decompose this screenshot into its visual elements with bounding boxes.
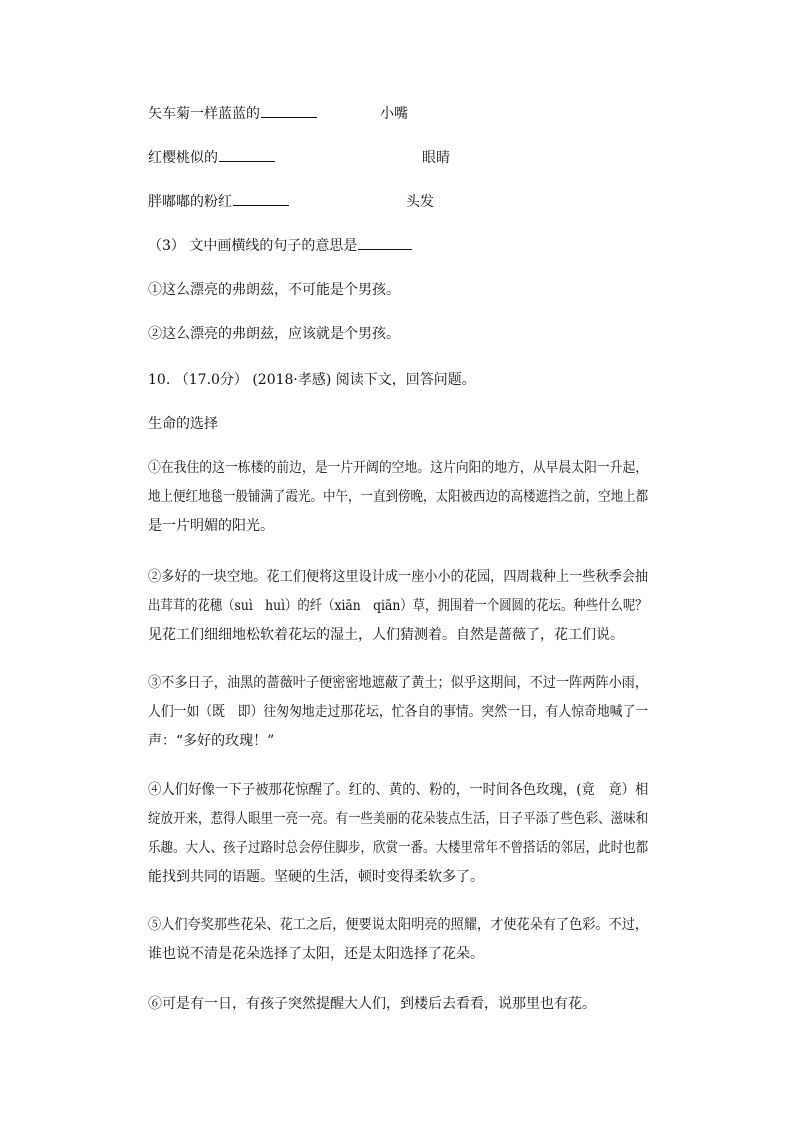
match-row-2-left <box>148 149 275 167</box>
answer-blank <box>233 204 289 206</box>
answer-blank <box>358 248 412 250</box>
q10-header: 10. （17.0分） (2018·孝感) 阅读下文，回答问题。 <box>148 372 476 388</box>
paragraph-line: 谁也说不清是花朵选择了太阳，还是太阳选择了花朵。 <box>148 946 484 962</box>
q3-option-1: ①这么漂亮的弗朗兹，不可能是个男孩。 <box>148 282 400 298</box>
paragraph-line: ④人们好像一下子被那花惊醒了。红的、黄的、粉的，一时间各色玫瑰，(竟 竟）相 <box>148 782 649 798</box>
q3-stem <box>148 237 412 255</box>
paragraph-line: ⑥可是有一日，有孩子突然提醒大人们，到楼后去看看，说那里也有花。 <box>148 996 596 1012</box>
answer-blank <box>219 160 275 162</box>
passage-paragraph-4 <box>148 776 648 892</box>
q3-stem-text: （3） 文中画横线的句子的意思是 <box>148 238 358 254</box>
paragraph-line: 是一片明媚的阳光。 <box>148 518 274 534</box>
passage-paragraph-3 <box>148 669 648 756</box>
paragraph-line: 人们一如（既 即）往匆匆地走过那花坛，忙各自的事情。突然一日，有人惊奇地喊了一 <box>148 704 649 720</box>
passage-paragraph-5 <box>148 911 648 969</box>
paragraph-line: ⑤人们夸奖那些花朵、花工之后，便要说太阳明亮的照耀，才使花朵有了色彩。不过， <box>148 917 649 933</box>
passage-paragraph-1 <box>148 454 648 541</box>
match-row-2-left-text: 红樱桃似的 <box>148 150 218 166</box>
match-row-1-right: 小嘴 <box>380 106 408 122</box>
match-row-1-left-text: 矢车菊一样蓝蓝的 <box>148 106 260 122</box>
passage-paragraph-2 <box>148 563 648 650</box>
paragraph-line: 地上便红地毯一般铺满了霞光。中午，一直到傍晚，太阳被西边的高楼遮挡之前，空地上都 <box>148 489 649 505</box>
paragraph-line: 出茸茸的花穗（suì huì）的纤（xiān qiān）草，拥围着一个圆圆的花坛。种些什么呢？ <box>148 598 648 614</box>
match-row-3-right: 头发 <box>406 194 434 210</box>
match-row-1-left <box>148 105 317 123</box>
passage-paragraph-6 <box>148 990 648 1019</box>
paragraph-line: 能找到共同的语题。坚硬的生活，顿时变得柔软多了。 <box>148 869 484 885</box>
paragraph-line: 乐趣。大人、孩子过路时总会停住脚步，欣赏一番。大楼里常年不曾搭话的邻居，此时也都 <box>148 840 649 856</box>
q3-option-2: ②这么漂亮的弗朗兹，应该就是个男孩。 <box>148 326 400 342</box>
paragraph-line: 声：“多好的玫瑰！” <box>148 733 275 749</box>
match-row-3-left-text: 胖嘟嘟的粉红 <box>148 194 232 210</box>
passage-title: 生命的选择 <box>148 416 218 432</box>
match-row-3-left <box>148 193 289 211</box>
paragraph-line: 见花工们细细地松软着花坛的湿土，人们猜测着。自然是蔷薇了，花工们说。 <box>148 627 624 643</box>
paragraph-line: ②多好的一块空地。花工们便将这里设计成一座小小的花园，四周栽种上一些秋季会抽 <box>148 569 649 585</box>
answer-blank <box>261 116 317 118</box>
paragraph-line: ③不多日子，油黑的蔷薇叶子便密密地遮蔽了黄土；似乎这期间，不过一阵两阵小雨， <box>148 675 649 691</box>
paragraph-line: 绽放开来，惹得人眼里一亮一亮。有一些美丽的花朵装点生活，日子平添了些色彩、滋味和 <box>148 811 649 827</box>
match-row-2-right: 眼睛 <box>422 150 450 166</box>
paragraph-line: ①在我住的这一栋楼的前边，是一片开阔的空地。这片向阳的地方，从早晨太阳一升起， <box>148 460 649 476</box>
